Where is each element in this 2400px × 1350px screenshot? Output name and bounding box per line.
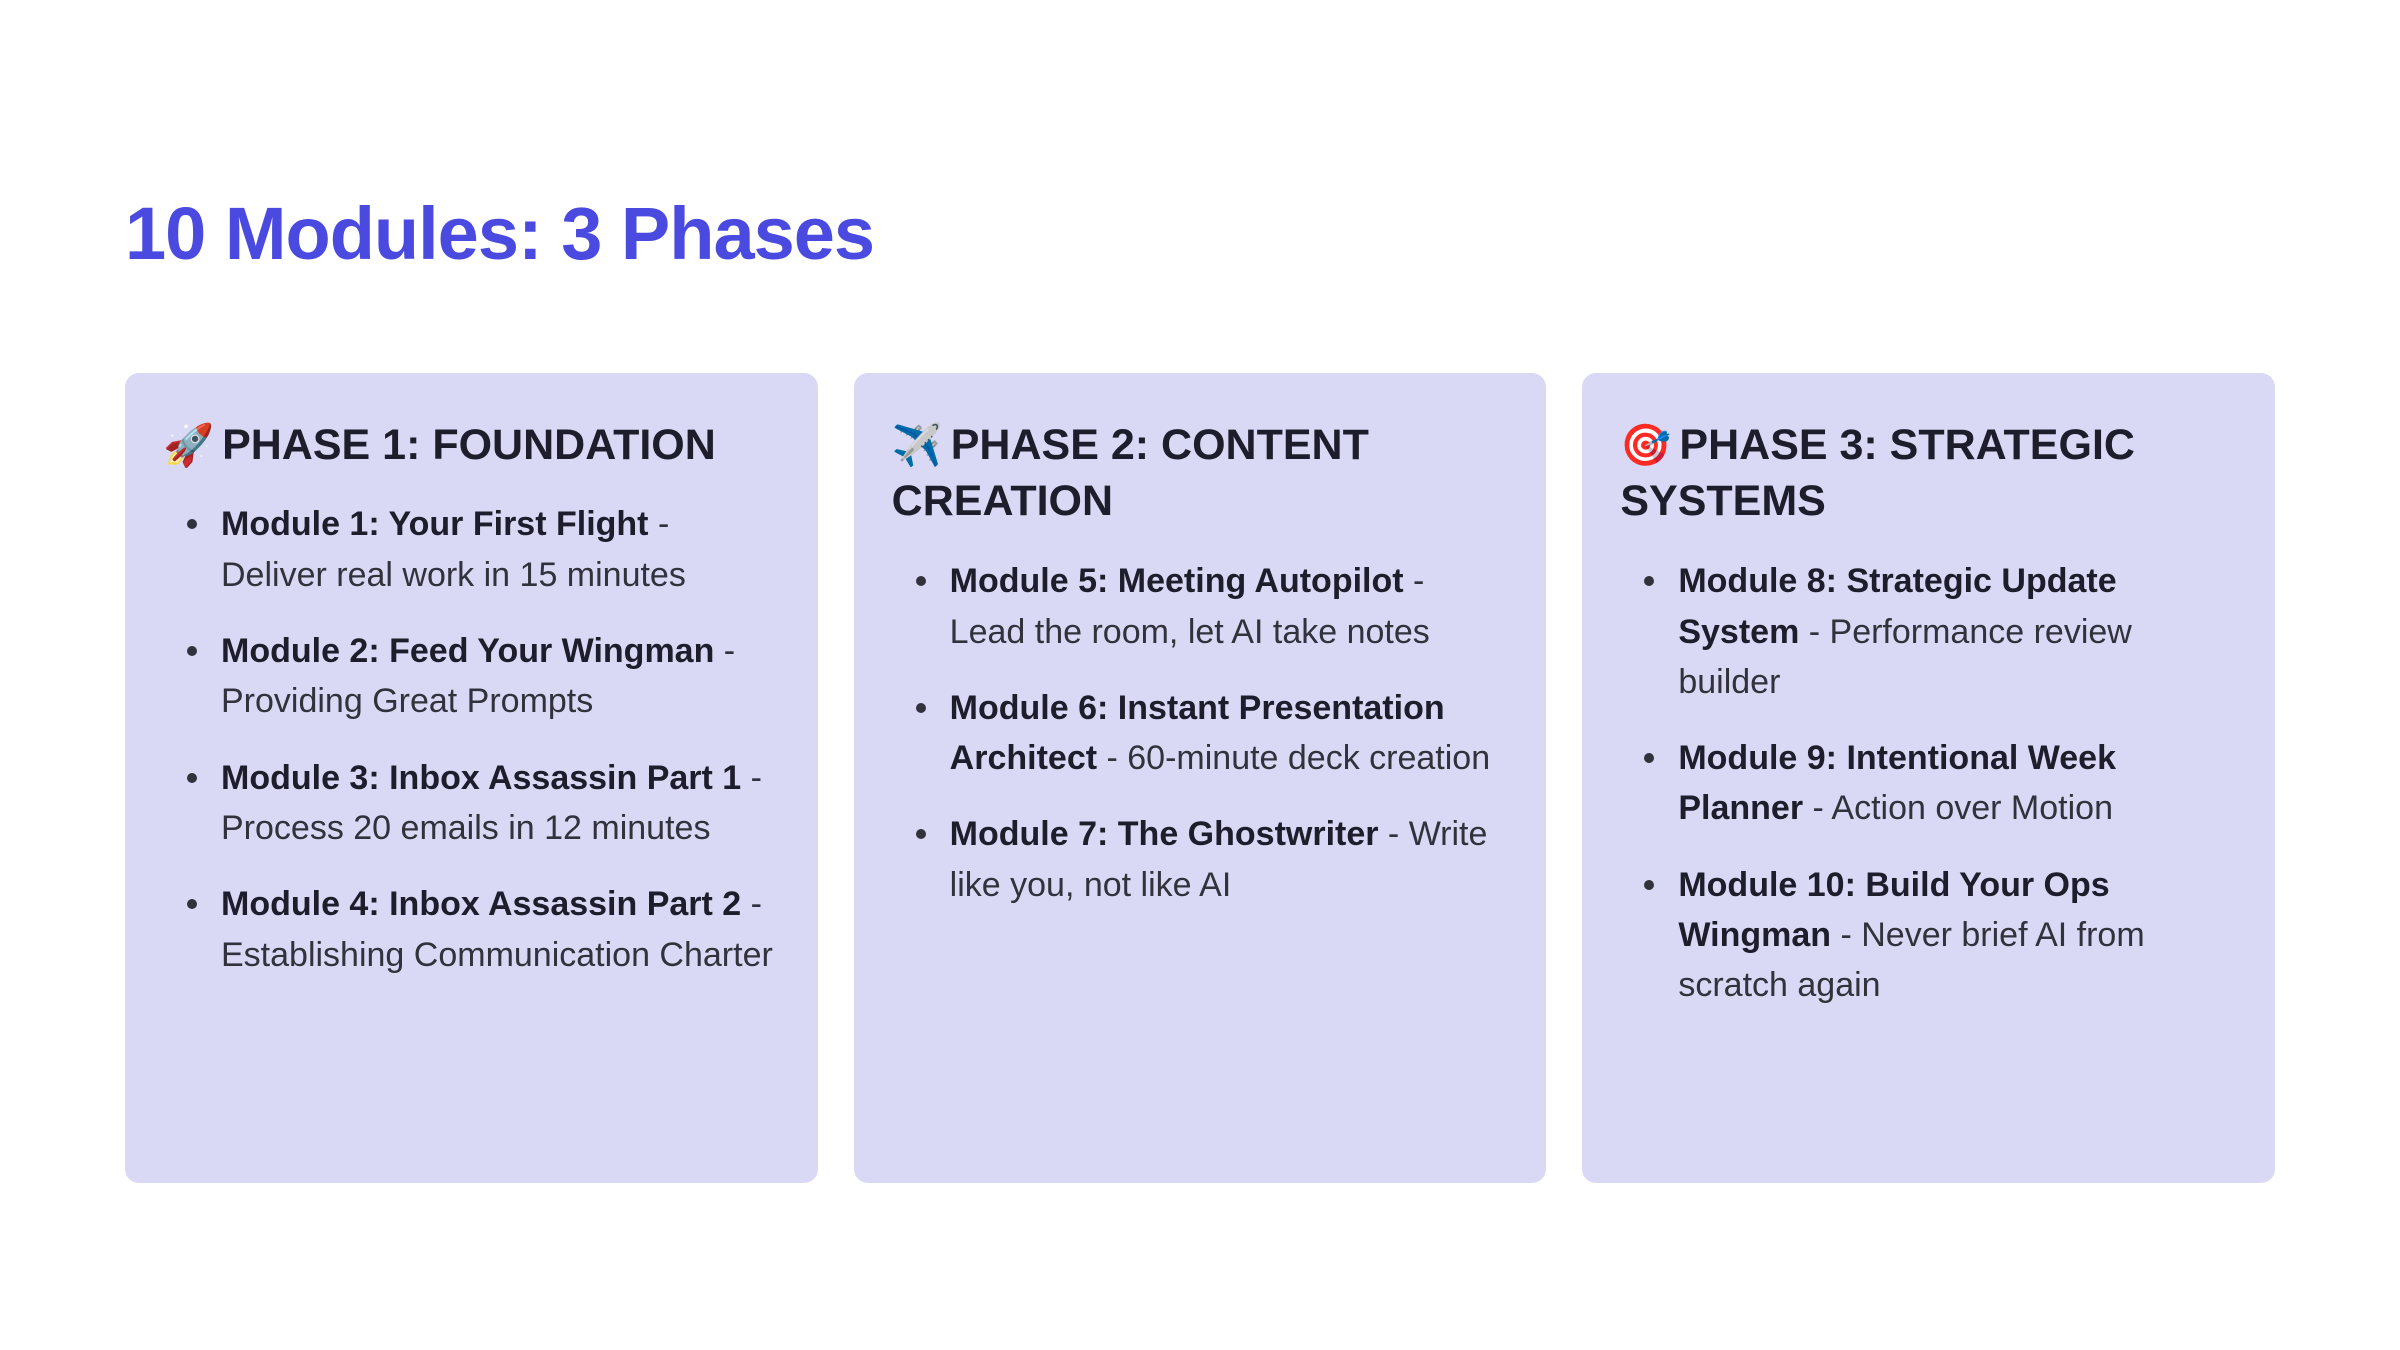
list-item: [950, 809, 1509, 910]
phase-card-2: [854, 373, 1547, 1183]
module-name: Module 8: Strategic Update System: [1678, 562, 2117, 651]
phase-card-1: [125, 373, 818, 1183]
phase-card-1-title: [163, 417, 780, 474]
module-name: Module 7: The Ghostwriter: [949, 815, 1379, 854]
phase-card-1-title-text: PHASE 1: FOUNDATION: [222, 420, 716, 469]
module-description: - Deliver real work in 15 minutes: [221, 505, 686, 594]
module-name: Module 9: Intentional Week Planner: [1678, 739, 2116, 828]
module-name: Module 3: Inbox Assassin Part 1: [221, 758, 742, 797]
module-description: - Performance review builder: [1678, 612, 2132, 701]
phase-card-2-title-text: PHASE 2: CONTENT CREATION: [891, 420, 1369, 526]
module-description: - Action over Motion: [1803, 789, 2113, 828]
phase-card-3: [1582, 373, 2275, 1183]
module-name: Module 6: Instant Presentation Architect: [949, 688, 1445, 778]
module-description: - Process 20 emails in 12 minutes: [221, 758, 762, 847]
phase-card-group: [125, 373, 2275, 1183]
list-item: [1678, 556, 2237, 707]
airplane-emoji: ✈️: [891, 421, 943, 468]
phase-card-2-module-list: [892, 556, 1509, 910]
phase-card-3-title: [1620, 417, 2237, 531]
module-description: - Providing Great Prompts: [221, 632, 736, 721]
module-description: - 60-minute deck creation: [1097, 739, 1491, 778]
module-description: - Lead the room, let AI take notes: [949, 562, 1430, 651]
phase-card-3-title-text: PHASE 3: STRATEGIC SYSTEMS: [1620, 420, 2135, 526]
list-item: [221, 499, 780, 600]
list-item: [221, 879, 780, 980]
list-item: [1678, 860, 2237, 1011]
module-name: Module 2: Feed Your Wingman: [221, 632, 715, 671]
module-name: Module 5: Meeting Autopilot: [949, 562, 1404, 601]
phase-card-2-title: [892, 417, 1509, 531]
list-item: [950, 683, 1509, 784]
module-description: - Never brief AI from scratch again: [1678, 916, 2145, 1005]
list-item: [1678, 733, 2237, 834]
list-item: [221, 626, 780, 727]
target-emoji: 🎯: [1620, 421, 1672, 468]
module-name: Module 4: Inbox Assassin Part 2: [221, 885, 742, 924]
module-description: - Establishing Communication Charter: [221, 885, 773, 974]
list-item: [221, 753, 780, 854]
module-name: Module 1: Your First Flight: [221, 505, 649, 544]
module-description: - Write like you, not like AI: [949, 815, 1488, 904]
page-title: 10 Modules: 3 Phases: [125, 192, 875, 275]
module-name: Module 10: Build Your Ops Wingman: [1678, 865, 2110, 955]
phase-card-1-module-list: [163, 499, 780, 980]
list-item: [950, 556, 1509, 657]
phase-card-3-module-list: [1620, 556, 2237, 1011]
rocket-emoji: 🚀: [163, 421, 215, 468]
